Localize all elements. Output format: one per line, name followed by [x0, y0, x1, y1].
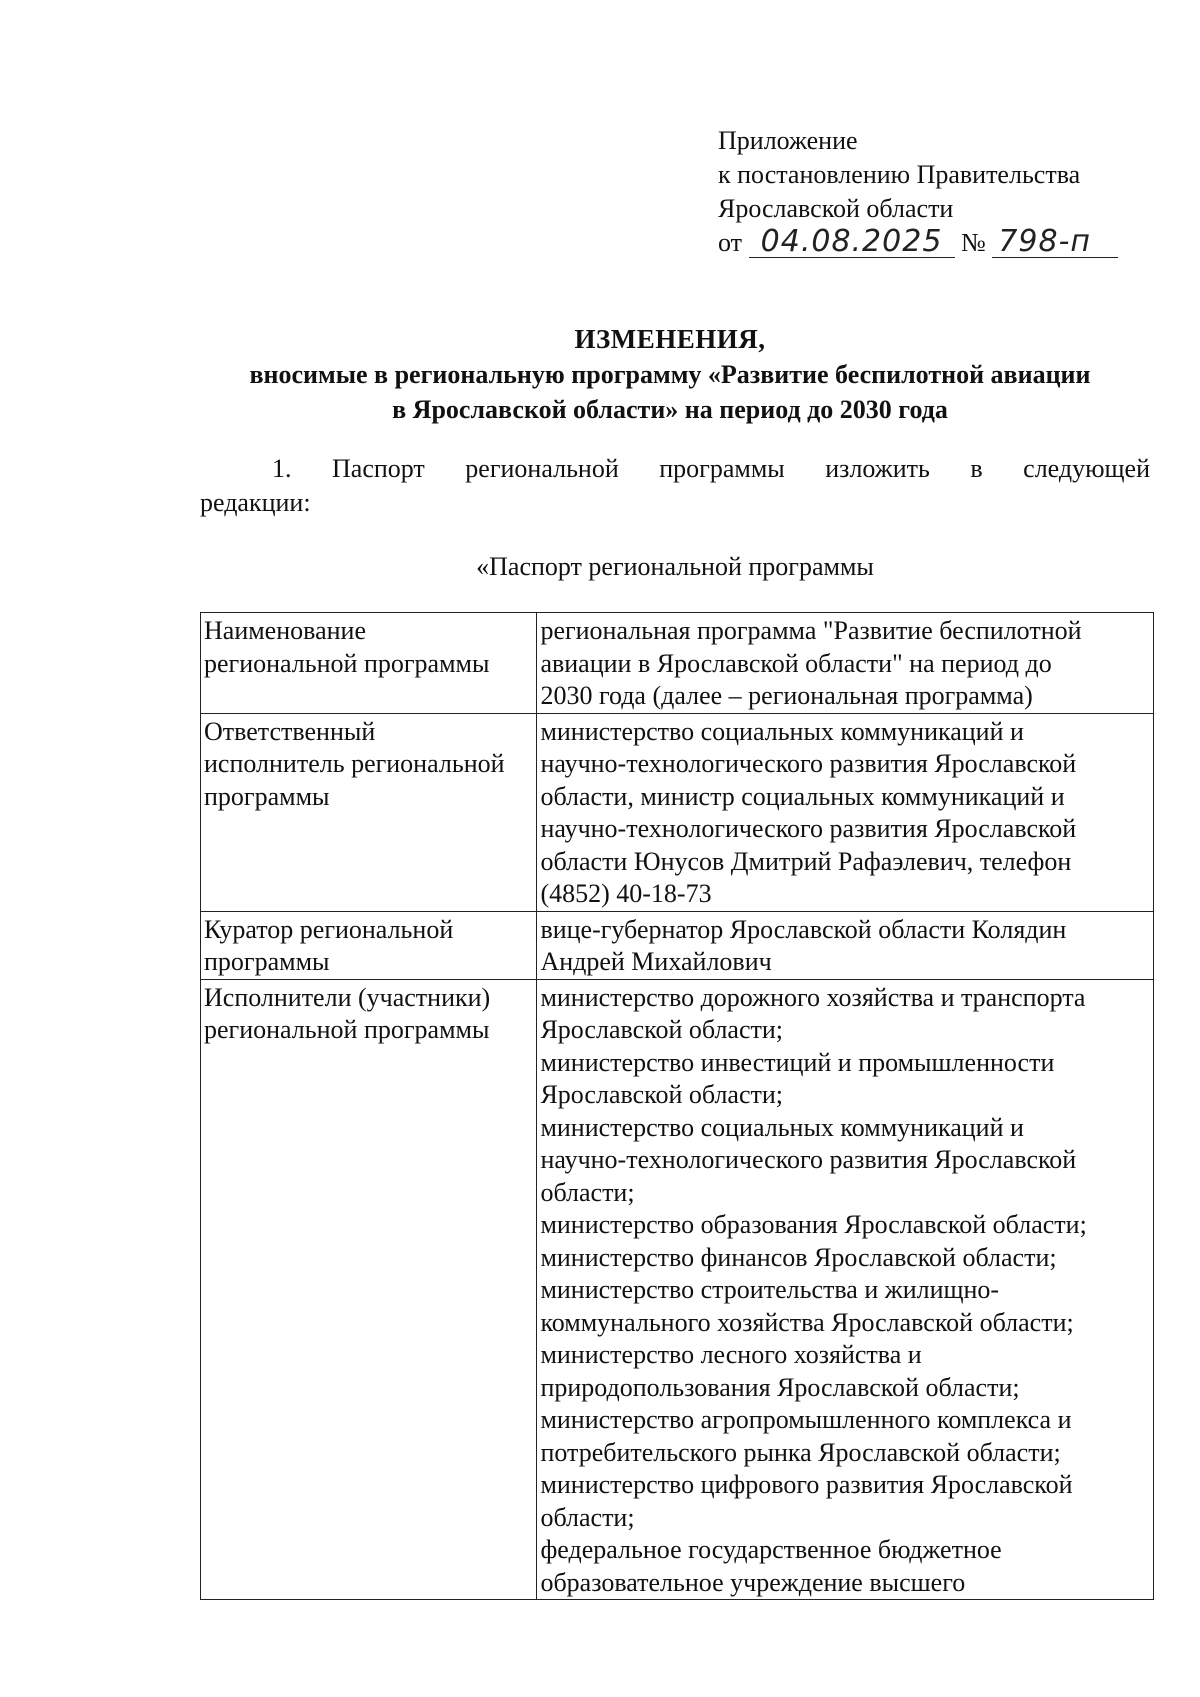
cell-text-line: области;	[540, 1177, 635, 1207]
passport-table	[200, 612, 1154, 1600]
appendix-region: Ярославской области	[718, 194, 954, 223]
cell-text-line: области Юнусов Дмитрий Рафаэлевич, телефон	[540, 846, 1072, 876]
document-title	[200, 322, 1140, 427]
cell-text-line: Ярославской области;	[540, 1015, 784, 1044]
handwritten-number: 798-п	[992, 227, 1118, 258]
cell-text-line: области;	[540, 1502, 635, 1532]
cell-text-line: программы	[204, 781, 330, 811]
paragraph-number: 1.	[272, 454, 292, 483]
title-subtitle-line-1: вносимые в региональную программу «Развитие беспилотной авиации	[249, 360, 1091, 389]
cell-text-line: научно-технологического развития Ярославской	[540, 814, 1077, 843]
table-cell-value	[537, 613, 1154, 714]
cell-text-line: министерство дорожного хозяйства и транспорта	[540, 982, 1086, 1012]
cell-text-line: Ярославской области;	[540, 1080, 784, 1109]
cell-text-line: Исполнители (участники)	[204, 982, 491, 1012]
cell-text-line: Ответственный	[204, 716, 376, 746]
passport-heading: «Паспорт региональной программы	[476, 552, 874, 581]
cell-text-line: региональной программы	[204, 1015, 490, 1044]
cell-text-line: исполнитель региональной	[204, 749, 505, 778]
cell-text-line: потребительского рынка Ярославской области;	[540, 1437, 1061, 1467]
cell-text-line: министерство социальных коммуникаций и	[540, 1112, 1024, 1142]
cell-text-line: министерство инвестиций и промышленности	[540, 1047, 1055, 1077]
paragraph-word: изложить	[825, 454, 930, 483]
appendix-reference: к постановлению Правительства	[718, 160, 1081, 189]
cell-text-line: 2030 года (далее – региональная программа)	[540, 681, 1033, 710]
number-prefix: №	[961, 228, 986, 257]
appendix-block	[718, 124, 1118, 260]
cell-text-line: министерство социальных коммуникаций и	[540, 716, 1024, 746]
cell-text-line: научно-технологического развития Ярославской	[540, 749, 1077, 778]
table-cell-value	[537, 911, 1154, 979]
cell-text-line: научно-технологического развития Ярославской	[540, 1145, 1077, 1174]
title-main: ИЗМЕНЕНИЯ,	[574, 324, 766, 354]
table-cell-label	[201, 713, 537, 911]
table-cell-value	[537, 979, 1154, 1600]
cell-text-line: вице-губернатор Ярославской области Колядин	[540, 914, 1067, 944]
date-prefix: от	[718, 228, 743, 257]
appendix-date-line	[718, 226, 1118, 260]
paragraph-1-line-1	[200, 452, 1150, 486]
table-row	[201, 713, 1154, 911]
cell-text-line: программы	[204, 947, 330, 976]
cell-text-line: министерство финансов Ярославской области;	[540, 1242, 1057, 1272]
cell-text-line: Куратор региональной	[204, 914, 454, 944]
paragraph-word: следующей	[1023, 454, 1150, 483]
cell-text-line: коммунального хозяйства Ярославской области;	[540, 1307, 1074, 1337]
cell-text-line: авиации в Ярославской области" на период до	[540, 648, 1052, 678]
cell-text-line: министерство цифрового развития Ярославской	[540, 1470, 1073, 1499]
table-row	[201, 911, 1154, 979]
cell-text-line: федеральное государственное бюджетное	[540, 1535, 1002, 1564]
paragraph-word: региональной	[465, 454, 619, 483]
paragraph-word: программы	[659, 454, 785, 483]
cell-text-line: (4852) 40-18-73	[540, 879, 712, 908]
table-row	[201, 979, 1154, 1600]
cell-text-line: региональная программа "Развитие беспилотной	[540, 616, 1082, 645]
cell-text-line: области, министр социальных коммуникаций и	[540, 781, 1065, 811]
paragraph-1	[200, 452, 1150, 520]
cell-text-line: министерство строительства и жилищно-	[540, 1275, 1000, 1304]
title-subtitle-line-2: в Ярославской области» на период до 2030 года	[392, 395, 948, 424]
cell-text-line: Андрей Михайлович	[540, 947, 772, 976]
passport-table-body	[201, 613, 1154, 1600]
paragraph-word: в	[970, 454, 983, 483]
cell-text-line: образовательное учреждение высшего	[540, 1567, 966, 1597]
handwritten-date: 04.08.2025	[749, 227, 955, 258]
cell-text-line: природопользования Ярославской области;	[540, 1372, 1020, 1402]
appendix-title: Приложение	[718, 126, 858, 155]
cell-text-line: министерство лесного хозяйства и	[540, 1340, 922, 1369]
cell-text-line: министерство агропромышленного комплекса и	[540, 1405, 1072, 1434]
cell-text-line: Наименование	[204, 616, 366, 645]
table-cell-label	[201, 613, 537, 714]
table-cell-label	[201, 911, 537, 979]
cell-text-line: министерство образования Ярославской области;	[540, 1210, 1087, 1239]
cell-text-line: региональной программы	[204, 648, 490, 678]
paragraph-word: Паспорт	[332, 454, 425, 483]
table-row	[201, 613, 1154, 714]
table-cell-label	[201, 979, 537, 1600]
paragraph-1-line-2: редакции:	[200, 488, 311, 517]
table-cell-value	[537, 713, 1154, 911]
